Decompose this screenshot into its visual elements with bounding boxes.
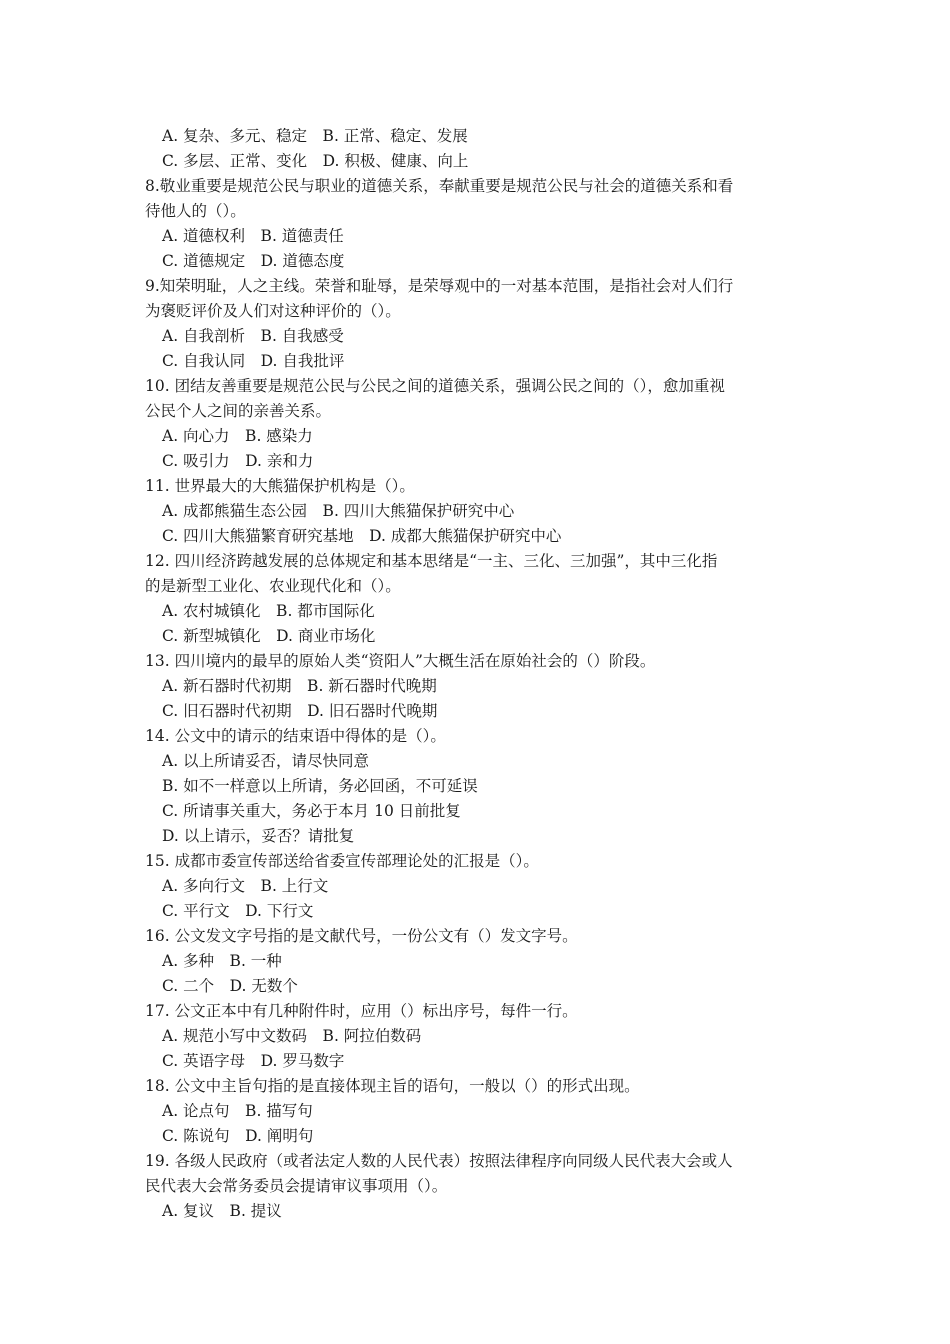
document-page <box>145 124 815 1224</box>
question-text-line: 12. 四川经济跨越发展的总体规定和基本思绪是“一主、三化、三加强”，其中三化指 <box>145 552 718 570</box>
question-text-line: 为褒贬评价及人们对这种评价的（）。 <box>145 302 401 320</box>
answer-options-line: A. 多向行文 B. 上行文 <box>162 877 329 895</box>
answer-options-line: A. 道德权利 B. 道德责任 <box>162 227 344 245</box>
question-text-line: 19. 各级人民政府（或者法定人数的人民代表）按照法律程序向同级人民代表大会或人 <box>145 1152 733 1170</box>
answer-options-line: C. 吸引力 D. 亲和力 <box>162 452 314 470</box>
question-text-line: 民代表大会常务委员会提请审议事项用（）。 <box>145 1177 448 1195</box>
answer-options-line: C. 道德规定 D. 道德态度 <box>162 252 345 270</box>
question-text-line: 8.敬业重要是规范公民与职业的道德关系，奉献重要是规范公民与社会的道德关系和看 <box>145 177 734 195</box>
answer-options-line: C. 四川大熊猫繁育研究基地 D. 成都大熊猫保护研究中心 <box>162 527 562 545</box>
answer-options-line: C. 所请事关重大，务必于本月 10 日前批复 <box>162 802 461 820</box>
answer-options-line: A. 复杂、多元、稳定 B. 正常、稳定、发展 <box>162 127 468 145</box>
answer-options-line: A. 农村城镇化 B. 都市国际化 <box>162 602 375 620</box>
answer-options-line: C. 平行文 D. 下行文 <box>162 902 314 920</box>
answer-options-line: A. 论点句 B. 描写句 <box>162 1102 313 1120</box>
answer-options-line: A. 复议 B. 提议 <box>162 1202 282 1220</box>
question-text-line: 待他人的（）。 <box>145 202 246 220</box>
question-text-line: 10. 团结友善重要是规范公民与公民之间的道德关系，强调公民之间的（），愈加重视 <box>145 377 725 395</box>
answer-options-line: A. 自我剖析 B. 自我感受 <box>162 327 344 345</box>
answer-options-line: A. 成都熊猫生态公园 B. 四川大熊猫保护研究中心 <box>162 502 515 520</box>
question-text-line: 17. 公文正本中有几种附件时，应用（）标出序号，每件一行。 <box>145 1002 578 1020</box>
question-text-line: 15. 成都市委宣传部送给省委宣传部理论处的汇报是（）。 <box>145 852 539 870</box>
question-text-line: 11. 世界最大的大熊猫保护机构是（）。 <box>145 477 415 495</box>
answer-options-line: B. 如不一样意以上所请，务必回函，不可延误 <box>162 777 478 795</box>
question-text-line: 的是新型工业化、农业现代化和（）。 <box>145 577 401 595</box>
answer-options-line: A. 新石器时代初期 B. 新石器时代晚期 <box>162 677 437 695</box>
answer-options-line: C. 多层、正常、变化 D. 积极、健康、向上 <box>162 152 469 170</box>
answer-options-line: C. 陈说句 D. 阐明句 <box>162 1127 314 1145</box>
question-text-line: 13. 四川境内的最早的原始人类“资阳人”大概生活在原始社会的（）阶段。 <box>145 652 656 670</box>
answer-options-line: C. 新型城镇化 D. 商业市场化 <box>162 627 376 645</box>
question-text-line: 18. 公文中主旨句指的是直接体现主旨的语句，一般以（）的形式出现。 <box>145 1077 640 1095</box>
answer-options-line: A. 规范小写中文数码 B. 阿拉伯数码 <box>162 1027 422 1045</box>
answer-options-line: C. 英语字母 D. 罗马数字 <box>162 1052 345 1070</box>
answer-options-line: A. 多种 B. 一种 <box>162 952 282 970</box>
answer-options-line: C. 旧石器时代初期 D. 旧石器时代晚期 <box>162 702 438 720</box>
question-text-line: 公民个人之间的亲善关系。 <box>145 402 332 420</box>
question-text-line: 14. 公文中的请示的结束语中得体的是（）。 <box>145 727 446 745</box>
answer-options-line: C. 自我认同 D. 自我批评 <box>162 352 345 370</box>
answer-options-line: A. 以上所请妥否，请尽快同意 <box>162 752 370 770</box>
answer-options-line: A. 向心力 B. 感染力 <box>162 427 313 445</box>
answer-options-line: D. 以上请示，妥否？请批复 <box>162 827 355 845</box>
question-text-line: 16. 公文发文字号指的是文献代号，一份公文有（）发文字号。 <box>145 927 578 945</box>
answer-options-line: C. 二个 D. 无数个 <box>162 977 298 995</box>
question-text-line: 9.知荣明耻，人之主线。荣誉和耻辱，是荣辱观中的一对基本范围，是指社会对人们行 <box>145 277 734 295</box>
